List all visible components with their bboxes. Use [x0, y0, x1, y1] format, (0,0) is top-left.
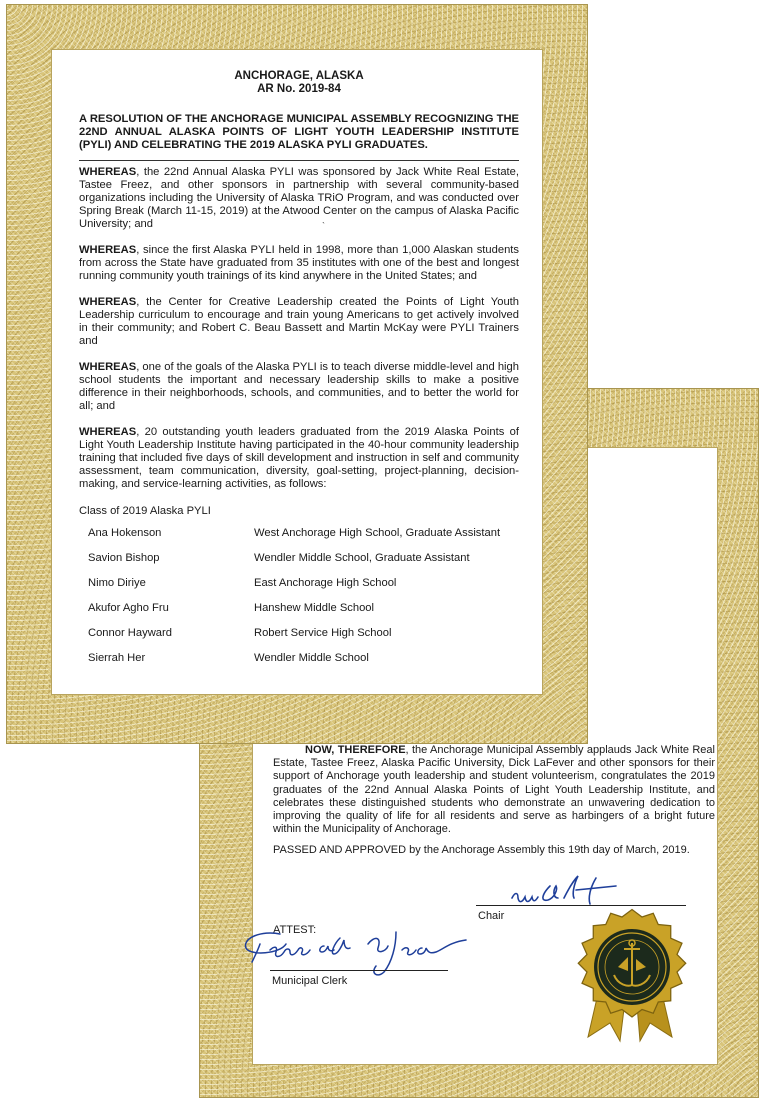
whereas-keyword: WHEREAS [79, 244, 137, 256]
whereas-paragraph [79, 426, 519, 491]
whereas-keyword: WHEREAS [79, 426, 137, 438]
whereas-text: , since the first Alaska PYLI held in 1998, more than 1,000 Alaskan students from across the State have graduated from 35 institutes with one of the best and longest running community youth trainings of its kind anywhere in the United States; and [79, 244, 519, 282]
chair-label: Chair [478, 910, 505, 922]
graduate-school: East Anchorage High School [254, 577, 397, 589]
graduate-name: Ana Hokenson [88, 527, 162, 539]
passed-approved: PASSED AND APPROVED by the Anchorage Assembly this 19th day of March, 2019. [273, 844, 690, 857]
attest-label: ATTEST: [273, 924, 317, 936]
whereas-keyword: WHEREAS [79, 166, 137, 178]
graduate-school: Hanshew Middle School [254, 602, 375, 614]
graduate-name: Nimo Diriye [88, 577, 146, 589]
clerk-signature [240, 922, 500, 1002]
header-number: AR No. 2019-84 [257, 83, 341, 95]
list-item [88, 552, 538, 566]
resolution-page-1-text [79, 70, 519, 518]
whereas-text: , the 22nd Annual Alaska PYLI was sponsored by Jack White Real Estate, Tastee Freez, and other sponsors in partnership with several community-based organizations including the University of Alaska TRiO Program, and was conducted over Spring Break (March 11-15, 2019) at the Atwood Center on the campus of Alaska Pacific University; and [79, 166, 519, 230]
stray-mark: ` [322, 221, 325, 231]
graduate-school: Wendler Middle School [254, 652, 369, 664]
list-item [88, 627, 538, 641]
list-item [88, 652, 538, 666]
resolution-page-2-text [273, 744, 715, 858]
header-city: ANCHORAGE, ALASKA [234, 70, 364, 82]
whereas-paragraph [79, 361, 519, 413]
whereas-keyword: WHEREAS [79, 361, 137, 373]
graduate-school: West Anchorage High School, Graduate Assistant [254, 527, 501, 539]
whereas-paragraph [79, 166, 519, 231]
therefore-text: , the Anchorage Municipal Assembly applauds Jack White Real Estate, Tastee Freez, Alaska Pacific University, Dick LaFever and other sponsors for their support of Anchorage youth leadership and student volunteerism, congratulates the 2019 graduates of the 22nd Annual Alaska Points of Light Youth Leadership Institute, and celebrates these distinguished students who demonstrate an unwavering dedication to improving the quality of life for all residents and serve as harbingers of a bright future within the Municipality of Anchorage. [273, 744, 715, 836]
graduate-school: Robert Service High School [254, 627, 392, 639]
therefore-paragraph [273, 744, 715, 836]
list-item [88, 577, 538, 591]
clerk-signature-line [270, 970, 448, 971]
list-item [88, 527, 538, 541]
whereas-keyword: WHEREAS [79, 296, 137, 308]
whereas-paragraph [79, 244, 519, 283]
municipal-seal [560, 905, 710, 1045]
graduate-name: Akufor Agho Fru [88, 602, 169, 614]
graduate-school: Wendler Middle School, Graduate Assistant [254, 552, 470, 564]
resolution-title: A RESOLUTION OF THE ANCHORAGE MUNICIPAL ASSEMBLY RECOGNIZING THE 22ND ANNUAL ALASKA POINTS OF LIGHT YOUTH LEADERSHIP INSTITUTE (PYLI) AND CELEBRATING THE 2019 ALASKA PYLI GRADUATES. [79, 113, 519, 161]
whereas-text: , 20 outstanding youth leaders graduated from the 2019 Alaska Points of Light Youth Leadership Institute having participated in the 40-hour community leadership training that included five days of skill development and instruction in self and community assessment, team communication, diversity, goal-setting, project-planning, decision-making, and service-learning activities, as follows: [79, 426, 519, 490]
list-item [88, 602, 538, 616]
class-heading: Class of 2019 Alaska PYLI [79, 505, 211, 517]
graduate-name: Sierrah Her [88, 652, 146, 664]
therefore-keyword: NOW, THEREFORE [305, 744, 406, 756]
whereas-paragraph [79, 296, 519, 348]
graduate-name: Savion Bishop [88, 552, 160, 564]
graduate-name: Connor Hayward [88, 627, 172, 639]
clerk-label: Municipal Clerk [272, 975, 348, 987]
whereas-text: , the Center for Creative Leadership created the Points of Light Youth Leadership curriculum to encourage and train young Americans to get actively involved in their community; and Robert C. Beau Bassett and Martin McKay were PYLI Trainers and [79, 296, 519, 347]
whereas-text: , one of the goals of the Alaska PYLI is to teach diverse middle-level and high school students the important and necessary leadership skills to make a positive difference in their neighborhoods, schools, and communities, and to better the world for all; and [79, 361, 519, 412]
